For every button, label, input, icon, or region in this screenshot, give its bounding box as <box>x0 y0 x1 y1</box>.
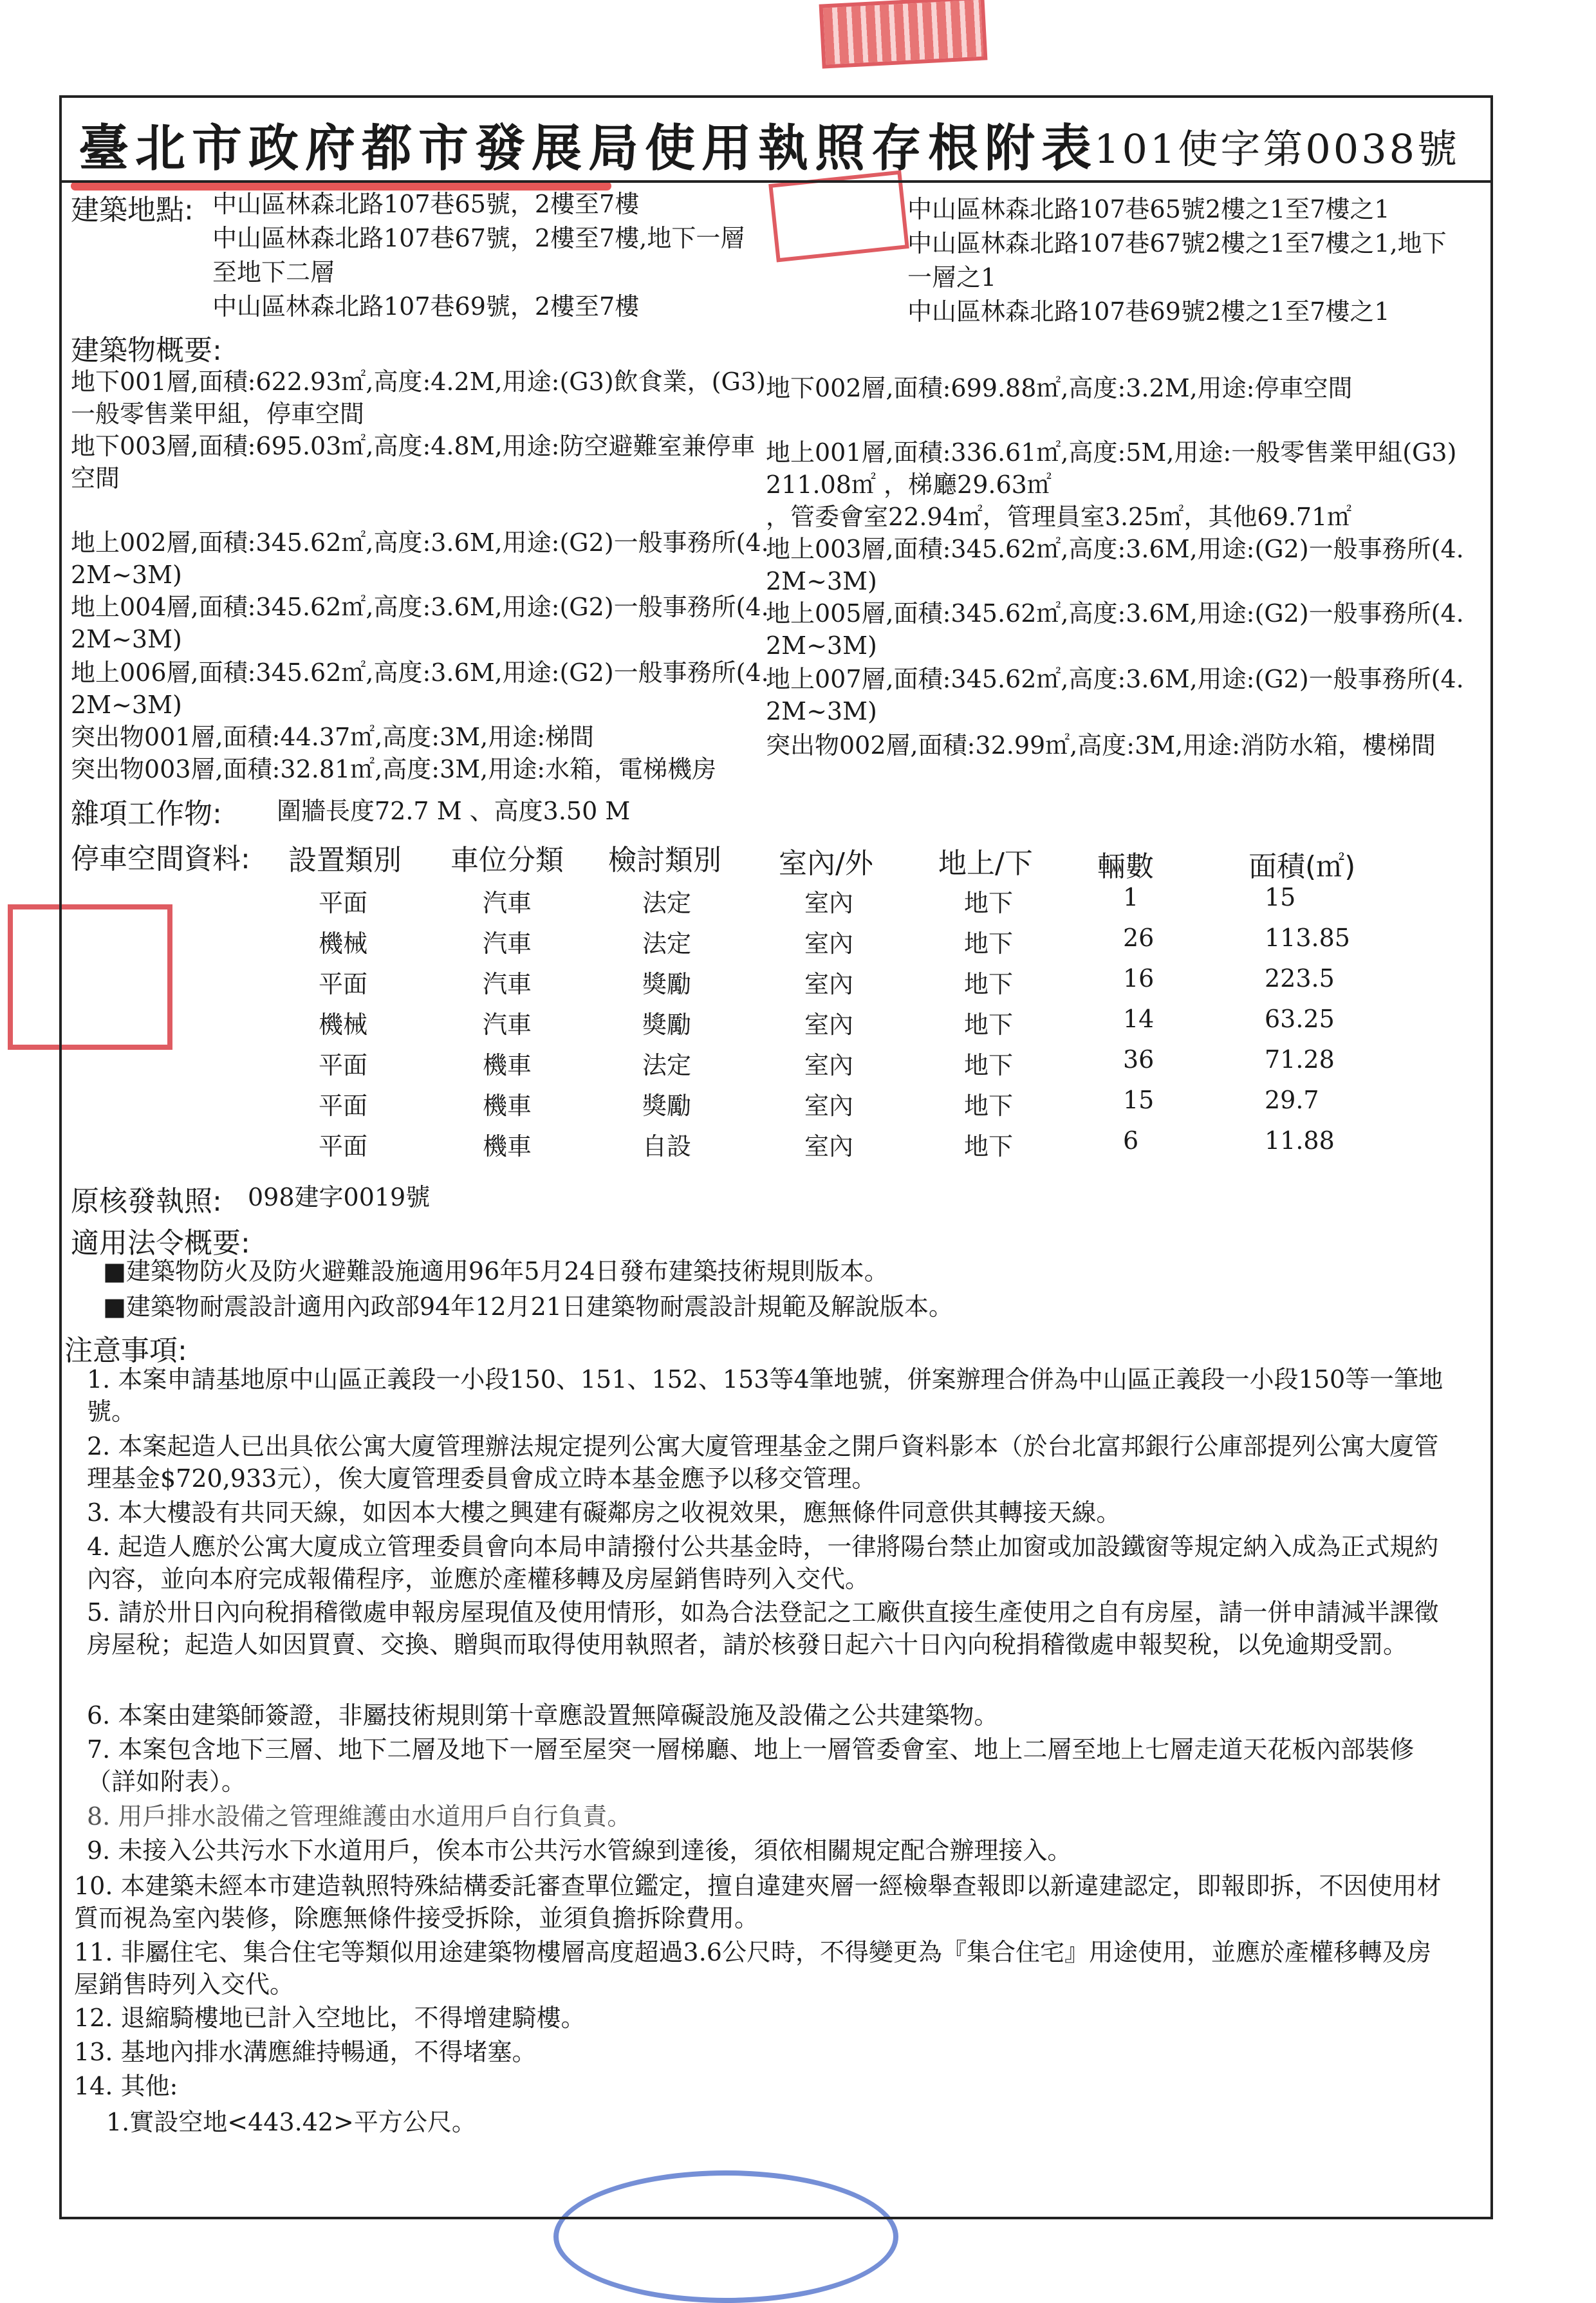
parking-cell-count: 6 <box>1123 1126 1139 1155</box>
notes-label: 注意事項: <box>64 1334 187 1367</box>
note-item: 1.實設空地<443.42>平方公尺。 <box>106 2108 476 2136</box>
parking-cell-count: 26 <box>1123 924 1155 952</box>
overview-right-line: 地下002層,面積:699.88㎡,高度:3.2M,用途:停車空間 <box>766 374 1353 402</box>
parking-cell-setup-type: 平面 <box>319 1051 368 1079</box>
parking-cell-above-below: 地下 <box>964 929 1014 958</box>
note-item: 6. 本案由建築師簽證，非屬技術規則第十章應設置無障礙設施及設備之公共建築物。 <box>87 1701 999 1730</box>
parking-cell-area: 29.7 <box>1265 1086 1319 1114</box>
parking-cell-setup-type: 平面 <box>319 1132 368 1161</box>
site-left-line: 中山區林森北路107巷65號，2樓至7樓 <box>212 190 640 218</box>
overview-right-line: 2M~3M) <box>766 697 877 725</box>
original-label: 原核發執照: <box>71 1185 222 1218</box>
law-item: ■建築物防火及防火避難設施適用96年5月24日發布建築技術規則版本。 <box>103 1257 889 1285</box>
overview-left-line: 一般零售業甲組，停車空間 <box>71 400 365 428</box>
parking-cell-count: 36 <box>1123 1045 1155 1074</box>
note-item: 12. 退縮騎樓地已計入空地比，不得增建騎樓。 <box>74 2004 586 2032</box>
parking-cell-setup-type: 機械 <box>319 929 368 958</box>
parking-cell-review-class: 獎勵 <box>642 1011 692 1039</box>
overview-right-line: 211.08㎡ ，梯廳29.63㎡ <box>766 471 1052 499</box>
parking-col-header: 車位分類 <box>450 844 564 877</box>
site-left-line: 中山區林森北路107巷69號，2樓至7樓 <box>212 292 640 321</box>
parking-cell-indoor-outdoor: 室內 <box>804 1092 854 1120</box>
parking-cell-count: 14 <box>1123 1005 1155 1033</box>
overview-left-line: 地下003層,面積:695.03㎡,高度:4.8M,用途:防空避難室兼停車 <box>71 432 756 460</box>
overview-left-line: 突出物003層,面積:32.81㎡,高度:3M,用途:水箱，電梯機房 <box>71 755 717 783</box>
note-item: 3. 本大樓設有共同天線，如因本大樓之興建有礙鄰房之收視效果，應無條件同意供其轉接天線。 <box>87 1498 1121 1527</box>
note-item: 5. 請於卅日內向稅捐稽徵處申報房屋現值及使用情形，如為合法登記之工廠供直接生產使用之自有房屋，請一併申請減半課徵房屋稅；起造人如因買賣、交換、贈與而取得使用執照者，請於核發日起六十日內向稅捐稽徵處申報契稅，以免逾期受罰。 <box>87 1598 1439 1659</box>
overview-left-line: 地上004層,面積:345.62㎡,高度:3.6M,用途:(G2)一般事務所(4. <box>71 593 769 621</box>
parking-cell-indoor-outdoor: 室內 <box>804 929 854 958</box>
parking-cell-setup-type: 平面 <box>319 1092 368 1120</box>
note-item: 4. 起造人應於公寓大廈成立管理委員會向本局申請撥付公共基金時，一律將陽台禁止加窗或加設鐵窗等規定納入成為正式規約內容，並向本府完成報備程序，並應於產權移轉及房屋銷售時列入交代。 <box>87 1533 1439 1593</box>
parking-cell-setup-type: 平面 <box>319 970 368 998</box>
parking-cell-review-class: 獎勵 <box>642 1092 692 1120</box>
note-item: 14. 其他: <box>74 2072 178 2100</box>
note-item: 7. 本案包含地下三層、地下二層及地下一層至屋突一層梯廳、地上一層管委會室、地上二層至地上七層走道天花板內部裝修（詳如附表）。 <box>87 1735 1415 1796</box>
parking-cell-review-class: 法定 <box>642 1051 692 1079</box>
parking-cell-above-below: 地下 <box>964 1051 1014 1079</box>
overview-right-line: 地上003層,面積:345.62㎡,高度:3.6M,用途:(G2)一般事務所(4. <box>766 535 1464 563</box>
parking-cell-above-below: 地下 <box>964 1132 1014 1161</box>
laws-label: 適用法令概要: <box>71 1227 250 1260</box>
parking-cell-area: 63.25 <box>1265 1005 1335 1033</box>
parking-cell-indoor-outdoor: 室內 <box>804 1051 854 1079</box>
parking-col-header: 室內/外 <box>779 847 873 880</box>
overview-right-line: 地上001層,面積:336.61㎡,高度:5M,用途:一般零售業甲組(G3) <box>766 438 1457 467</box>
site-right-line: 一層之1 <box>907 263 997 292</box>
parking-cell-review-class: 自設 <box>642 1132 692 1161</box>
parking-cell-space-class: 汽車 <box>483 970 532 998</box>
parking-cell-review-class: 法定 <box>642 889 692 917</box>
parking-cell-area: 15 <box>1265 883 1296 911</box>
note-item: 2. 本案起造人已出具依公寓大廈管理辦法規定提列公寓大廈管理基金之開戶資料影本（於台北富邦銀行公庫部提列公寓大廈管理基金$720,933元），俟大廈管理委員會成立時本基金應予以移交管理。 <box>87 1432 1439 1493</box>
overview-left-line: 地上002層,面積:345.62㎡,高度:3.6M,用途:(G2)一般事務所(4. <box>71 528 769 557</box>
overview-left-line: 空間 <box>71 464 120 492</box>
overview-left-line: 地上006層,面積:345.62㎡,高度:3.6M,用途:(G2)一般事務所(4. <box>71 658 769 687</box>
parking-col-header: 地上/下 <box>938 847 1033 880</box>
parking-cell-count: 15 <box>1123 1086 1155 1114</box>
parking-cell-indoor-outdoor: 室內 <box>804 970 854 998</box>
site-left-line: 至地下二層 <box>212 258 335 286</box>
misc-label: 雜項工作物: <box>71 797 222 830</box>
parking-col-header: 檢討類別 <box>608 844 721 877</box>
parking-cell-area: 11.88 <box>1265 1126 1335 1155</box>
overview-left-line: 突出物001層,面積:44.37㎡,高度:3M,用途:梯間 <box>71 723 595 751</box>
parking-cell-space-class: 機車 <box>483 1051 532 1079</box>
parking-cell-above-below: 地下 <box>964 1011 1014 1039</box>
overview-right-line: 地上007層,面積:345.62㎡,高度:3.6M,用途:(G2)一般事務所(4. <box>766 665 1464 693</box>
parking-label: 停車空間資料: <box>71 843 250 875</box>
site-right-line: 中山區林森北路107巷67號2樓之1至7樓之1,地下 <box>907 229 1447 257</box>
note-item: 1. 本案申請基地原中山區正義段一小段150、151、152、153等4筆地號，併案辦理合併為中山區正義段一小段150等一筆地號。 <box>87 1365 1443 1426</box>
parking-cell-space-class: 機車 <box>483 1092 532 1120</box>
note-item: 9. 未接入公共污水下水道用戶，俟本市公共污水管線到達後，須依相關規定配合辦理接入。 <box>87 1836 1072 1865</box>
note-item: 11. 非屬住宅、集合住宅等類似用途建築物樓層高度超過3.6公尺時，不得變更為『集合住宅』用途使用，並應於產權移轉及房屋銷售時列入交代。 <box>74 1938 1431 1999</box>
parking-cell-above-below: 地下 <box>964 970 1014 998</box>
overview-right-line: 突出物002層,面積:32.99㎡,高度:3M,用途:消防水箱，樓梯間 <box>766 731 1436 760</box>
site-right-line: 中山區林森北路107巷69號2樓之1至7樓之1 <box>907 297 1390 326</box>
overview-left-line: 2M~3M) <box>71 561 182 589</box>
overview-right-line: ，管委會室22.94㎡，管理員室3.25㎡，其他69.71㎡ <box>766 503 1352 531</box>
parking-cell-setup-type: 平面 <box>319 889 368 917</box>
parking-cell-space-class: 汽車 <box>483 1011 532 1039</box>
parking-cell-review-class: 法定 <box>642 929 692 958</box>
original-value: 098建字0019號 <box>248 1183 431 1211</box>
overview-left-line: 2M~3M) <box>71 691 182 719</box>
site-right-line: 中山區林森北路107巷65號2樓之1至7樓之1 <box>907 195 1390 223</box>
parking-col-header: 面積(㎡) <box>1248 850 1356 883</box>
site-left-line: 中山區林森北路107巷67號，2樓至7樓,地下一層 <box>212 224 745 252</box>
parking-cell-indoor-outdoor: 室內 <box>804 1132 854 1161</box>
parking-cell-count: 16 <box>1123 964 1155 993</box>
note-item: 10. 本建築未經本市建造執照特殊結構委託審查單位鑑定，擅自違建夾層一經檢舉查報即以新違建認定，即報即拆，不因使用材質而視為室內裝修，除應無條件接受拆除，並須負擔拆除費用。 <box>74 1872 1442 1932</box>
overview-right-line: 地上005層,面積:345.62㎡,高度:3.6M,用途:(G2)一般事務所(4. <box>766 599 1464 628</box>
parking-cell-above-below: 地下 <box>964 1092 1014 1120</box>
parking-cell-count: 1 <box>1123 883 1139 911</box>
page-title: 臺北市政府都市發展局使用執照存根附表 <box>79 120 1099 178</box>
parking-cell-indoor-outdoor: 室內 <box>804 1011 854 1039</box>
parking-cell-review-class: 獎勵 <box>642 970 692 998</box>
top-red-stamp <box>819 0 988 69</box>
overview-right-line: 2M~3M) <box>766 631 877 660</box>
overview-right-line: 2M~3M) <box>766 567 877 595</box>
overview-label: 建築物概要: <box>71 334 222 367</box>
overview-left-line: 地下001層,面積:622.93㎡,高度:4.2M,用途:(G3)飲食業，(G3) <box>71 368 766 396</box>
parking-cell-area: 223.5 <box>1265 964 1335 993</box>
law-item: ■建築物耐震設計適用內政部94年12月21日建築物耐震設計規範及解說版本。 <box>103 1292 953 1321</box>
note-item: 8. 用戶排水設備之管理維護由水道用戶自行負責。 <box>87 1802 632 1831</box>
parking-col-header: 輛數 <box>1097 850 1154 883</box>
overview-left-line: 2M~3M) <box>71 625 182 653</box>
parking-cell-space-class: 汽車 <box>483 929 532 958</box>
site-label: 建築地點: <box>71 194 194 227</box>
parking-cell-indoor-outdoor: 室內 <box>804 889 854 917</box>
permit-number: 101使字第0038號 <box>1094 126 1460 172</box>
parking-cell-area: 113.85 <box>1265 924 1350 952</box>
header-rule <box>59 180 1493 183</box>
parking-cell-above-below: 地下 <box>964 889 1014 917</box>
parking-cell-setup-type: 機械 <box>319 1011 368 1039</box>
misc-value: 圍牆長度72.7 M 、高度3.50 M <box>277 797 631 825</box>
parking-cell-space-class: 汽車 <box>483 889 532 917</box>
parking-col-header: 設置類別 <box>288 844 402 877</box>
parking-cell-area: 71.28 <box>1265 1045 1335 1074</box>
parking-cell-space-class: 機車 <box>483 1132 532 1161</box>
note-item: 13. 基地內排水溝應維持暢通，不得堵塞。 <box>74 2038 537 2066</box>
